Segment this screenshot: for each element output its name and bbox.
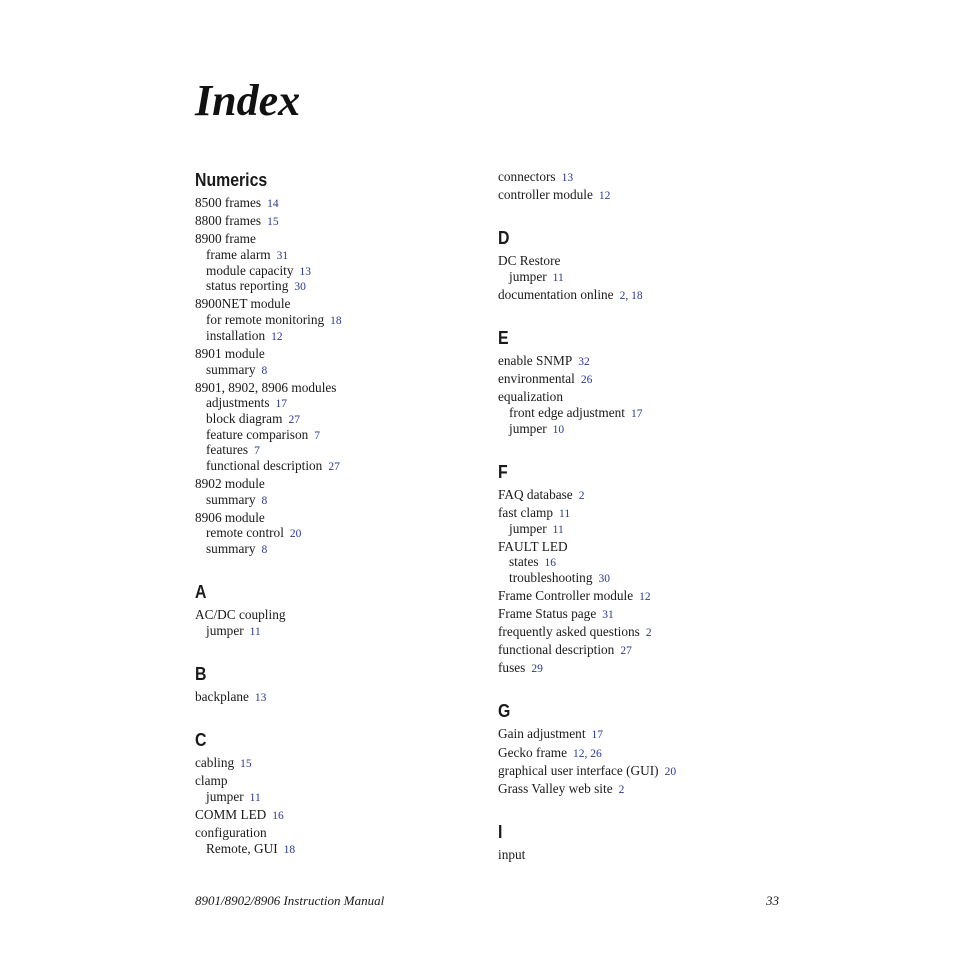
index-term: frequently asked questions bbox=[498, 624, 640, 639]
index-term: controller module bbox=[498, 187, 593, 202]
page-reference-link[interactable]: 20 bbox=[289, 528, 302, 540]
index-section-heading: A bbox=[195, 582, 207, 602]
index-entry bbox=[498, 642, 632, 659]
page-reference-link[interactable]: 13 bbox=[561, 172, 574, 184]
index-entry bbox=[498, 505, 570, 522]
index-subentry bbox=[206, 525, 301, 542]
index-term: summary bbox=[206, 541, 256, 556]
page-reference-link[interactable]: 27 bbox=[288, 414, 300, 426]
page-reference-link[interactable]: 11 bbox=[552, 272, 564, 284]
index-subentry bbox=[206, 278, 306, 295]
index-subentry bbox=[206, 442, 260, 459]
index-entry bbox=[498, 726, 603, 743]
index-subentry bbox=[206, 247, 288, 264]
page-reference-link[interactable]: 2 bbox=[619, 290, 626, 302]
index-term: 8800 frames bbox=[195, 213, 262, 228]
index-term: jumper bbox=[206, 623, 244, 638]
page-reference-link[interactable]: 8 bbox=[261, 544, 268, 556]
index-subentry bbox=[206, 541, 267, 558]
page-reference-link[interactable]: 7 bbox=[314, 430, 321, 442]
index-subentry bbox=[206, 458, 340, 475]
page-reference-link[interactable]: 2 bbox=[578, 490, 585, 502]
index-entry bbox=[498, 187, 610, 204]
page-reference-link[interactable]: 18 bbox=[330, 315, 342, 327]
index-subentry bbox=[206, 312, 342, 329]
index-term: summary bbox=[206, 362, 256, 377]
page-reference-link[interactable]: 12 bbox=[573, 748, 585, 760]
index-section-heading: I bbox=[498, 822, 503, 842]
index-entry bbox=[498, 487, 584, 504]
index-term: Gecko frame bbox=[498, 745, 568, 760]
index-entry bbox=[498, 781, 624, 798]
index-term: features bbox=[206, 442, 249, 457]
index-entry bbox=[195, 807, 284, 824]
index-term: block diagram bbox=[206, 411, 283, 426]
page-reference-link[interactable]: 14 bbox=[267, 198, 279, 210]
footer-page-number: 33 bbox=[766, 893, 779, 908]
index-entry bbox=[195, 476, 265, 492]
page-reference-link[interactable]: 27 bbox=[620, 645, 632, 657]
index-section-heading: D bbox=[498, 228, 510, 248]
index-term: feature comparison bbox=[206, 427, 309, 442]
index-entry bbox=[195, 689, 266, 706]
index-term: functional description bbox=[206, 458, 323, 473]
index-subentry bbox=[509, 554, 556, 571]
index-entry bbox=[498, 763, 676, 780]
index-term: FAULT LED bbox=[498, 539, 568, 554]
index-entry bbox=[195, 773, 228, 789]
page-reference-link[interactable]: 30 bbox=[598, 573, 610, 585]
index-term: troubleshooting bbox=[509, 570, 593, 585]
index-entry bbox=[498, 539, 568, 555]
index-term: jumper bbox=[509, 269, 547, 284]
index-term: module capacity bbox=[206, 263, 294, 278]
page-reference-link[interactable]: 16 bbox=[272, 810, 284, 822]
index-term: 8900NET module bbox=[195, 296, 291, 311]
index-term: COMM LED bbox=[195, 807, 267, 822]
index-entry bbox=[195, 607, 286, 623]
page-reference-link[interactable]: 29 bbox=[531, 663, 543, 675]
index-entry bbox=[498, 169, 573, 186]
footer-manual-title: 8901/8902/8906 Instruction Manual bbox=[195, 893, 385, 908]
page-reference-link[interactable]: 32 bbox=[578, 356, 590, 368]
page-reference-link[interactable]: 15 bbox=[267, 216, 279, 228]
page-separator: , bbox=[584, 748, 591, 760]
index-entry bbox=[195, 195, 279, 212]
index-term: Gain adjustment bbox=[498, 726, 586, 741]
page-reference-link[interactable]: 11 bbox=[559, 508, 571, 520]
index-term: installation bbox=[206, 328, 266, 343]
index-section-heading: E bbox=[498, 328, 509, 348]
index-term: summary bbox=[206, 492, 256, 507]
index-entry bbox=[498, 389, 563, 405]
index-entry bbox=[195, 346, 265, 362]
index-term: 8900 frame bbox=[195, 231, 256, 246]
index-entry bbox=[498, 353, 590, 370]
page-reference-link[interactable]: 11 bbox=[552, 524, 564, 536]
page-title: Index bbox=[195, 76, 301, 125]
index-term: FAQ database bbox=[498, 487, 573, 502]
index-term: 8901, 8902, 8906 modules bbox=[195, 380, 337, 395]
index-term: backplane bbox=[195, 689, 249, 704]
index-term: jumper bbox=[509, 521, 547, 536]
index-subentry bbox=[206, 841, 295, 858]
page-reference-link[interactable]: 27 bbox=[328, 461, 340, 473]
index-entry bbox=[195, 296, 290, 312]
index-entry bbox=[195, 213, 279, 230]
index-term: connectors bbox=[498, 169, 556, 184]
index-term: adjustments bbox=[206, 395, 270, 410]
index-term: 8902 module bbox=[195, 476, 265, 491]
index-subentry bbox=[206, 411, 300, 428]
index-entry bbox=[498, 745, 602, 762]
index-section-heading: G bbox=[498, 701, 511, 721]
page-reference-link[interactable]: 8 bbox=[261, 365, 268, 377]
page-reference-link[interactable]: 18 bbox=[283, 844, 296, 856]
index-section-heading: Numerics bbox=[195, 170, 268, 190]
index-section-heading: B bbox=[195, 664, 207, 684]
index-term: 8500 frames bbox=[195, 195, 262, 210]
index-section-heading: F bbox=[498, 462, 508, 482]
index-subentry bbox=[509, 269, 564, 286]
index-section-heading: C bbox=[195, 730, 207, 750]
index-subentry bbox=[206, 623, 261, 640]
index-subentry bbox=[509, 421, 564, 438]
index-term: for remote monitoring bbox=[206, 312, 325, 327]
index-term: input bbox=[498, 847, 526, 862]
index-term: remote control bbox=[206, 525, 284, 540]
page-reference-link[interactable]: 31 bbox=[602, 609, 614, 621]
index-term: Frame Controller module bbox=[498, 588, 634, 603]
page-reference-link[interactable]: 16 bbox=[544, 557, 557, 569]
page-reference-link[interactable]: 31 bbox=[276, 250, 289, 262]
index-term: configuration bbox=[195, 825, 267, 840]
index-subentry bbox=[206, 789, 261, 806]
index-subentry bbox=[509, 521, 564, 538]
page-reference-link[interactable]: 8 bbox=[261, 495, 268, 507]
index-term: 8906 module bbox=[195, 510, 265, 525]
index-term: states bbox=[509, 554, 539, 569]
index-term: Remote, GUI bbox=[206, 841, 278, 856]
page-reference-link[interactable]: 7 bbox=[254, 445, 260, 457]
index-subentry bbox=[206, 395, 287, 412]
index-term: jumper bbox=[509, 421, 547, 436]
index-entry bbox=[498, 287, 643, 304]
page-reference-link[interactable]: 12 bbox=[639, 591, 651, 603]
index-term: functional description bbox=[498, 642, 615, 657]
page-reference-link[interactable]: 17 bbox=[630, 408, 643, 420]
index-subentry bbox=[509, 405, 642, 422]
index-entry bbox=[498, 606, 614, 623]
page-reference-link[interactable]: 12 bbox=[598, 190, 611, 202]
page-reference-link[interactable]: 17 bbox=[275, 398, 288, 410]
page-reference-link[interactable]: 30 bbox=[294, 281, 306, 293]
index-term: clamp bbox=[195, 773, 228, 788]
page-separator: , bbox=[625, 290, 632, 302]
index-term: jumper bbox=[206, 789, 244, 804]
page-reference-link[interactable]: 11 bbox=[249, 626, 261, 638]
index-entry bbox=[195, 755, 252, 772]
index-entry bbox=[498, 588, 651, 605]
index-term: cabling bbox=[195, 755, 235, 770]
index-term: front edge adjustment bbox=[509, 405, 625, 420]
page-reference-link[interactable]: 11 bbox=[249, 792, 261, 804]
index-term: equalization bbox=[498, 389, 563, 404]
page-reference-link[interactable]: 17 bbox=[591, 729, 604, 741]
page-reference-link[interactable]: 15 bbox=[240, 758, 252, 770]
index-term: Frame Status page bbox=[498, 606, 597, 621]
page-reference-link[interactable]: 20 bbox=[664, 766, 677, 778]
index-entry bbox=[498, 253, 560, 269]
index-entry bbox=[498, 624, 652, 641]
index-term: documentation online bbox=[498, 287, 614, 302]
index-subentry bbox=[509, 570, 610, 587]
index-entry bbox=[195, 380, 336, 396]
page-reference-link[interactable]: 26 bbox=[580, 374, 593, 386]
index-term: enable SNMP bbox=[498, 353, 573, 368]
index-term: AC/DC coupling bbox=[195, 607, 286, 622]
index-subentry bbox=[206, 492, 267, 509]
index-entry bbox=[195, 510, 265, 526]
index-term: DC Restore bbox=[498, 253, 561, 268]
page-reference-link[interactable]: 2 bbox=[645, 627, 652, 639]
page-reference-link[interactable]: 10 bbox=[552, 424, 565, 436]
index-term: 8901 module bbox=[195, 346, 265, 361]
index-entry bbox=[195, 231, 256, 247]
page-reference-link[interactable]: 13 bbox=[299, 266, 312, 278]
index-entry bbox=[498, 371, 592, 388]
page-reference-link[interactable]: 18 bbox=[631, 290, 643, 302]
page-reference-link[interactable]: 26 bbox=[590, 748, 602, 760]
page-reference-link[interactable]: 13 bbox=[254, 692, 267, 704]
index-term: fast clamp bbox=[498, 505, 554, 520]
index-term: Grass Valley web site bbox=[498, 781, 613, 796]
index-entry bbox=[498, 660, 543, 677]
index-subentry bbox=[206, 362, 267, 379]
page-reference-link[interactable]: 2 bbox=[618, 784, 625, 796]
index-term: status reporting bbox=[206, 278, 289, 293]
index-entry bbox=[195, 825, 267, 841]
index-term: fuses bbox=[498, 660, 526, 675]
index-entry bbox=[498, 847, 525, 863]
index-term: environmental bbox=[498, 371, 575, 386]
index-term: frame alarm bbox=[206, 247, 271, 262]
index-subentry bbox=[206, 328, 283, 345]
index-term: graphical user interface (GUI) bbox=[498, 763, 659, 778]
page-reference-link[interactable]: 12 bbox=[271, 331, 283, 343]
